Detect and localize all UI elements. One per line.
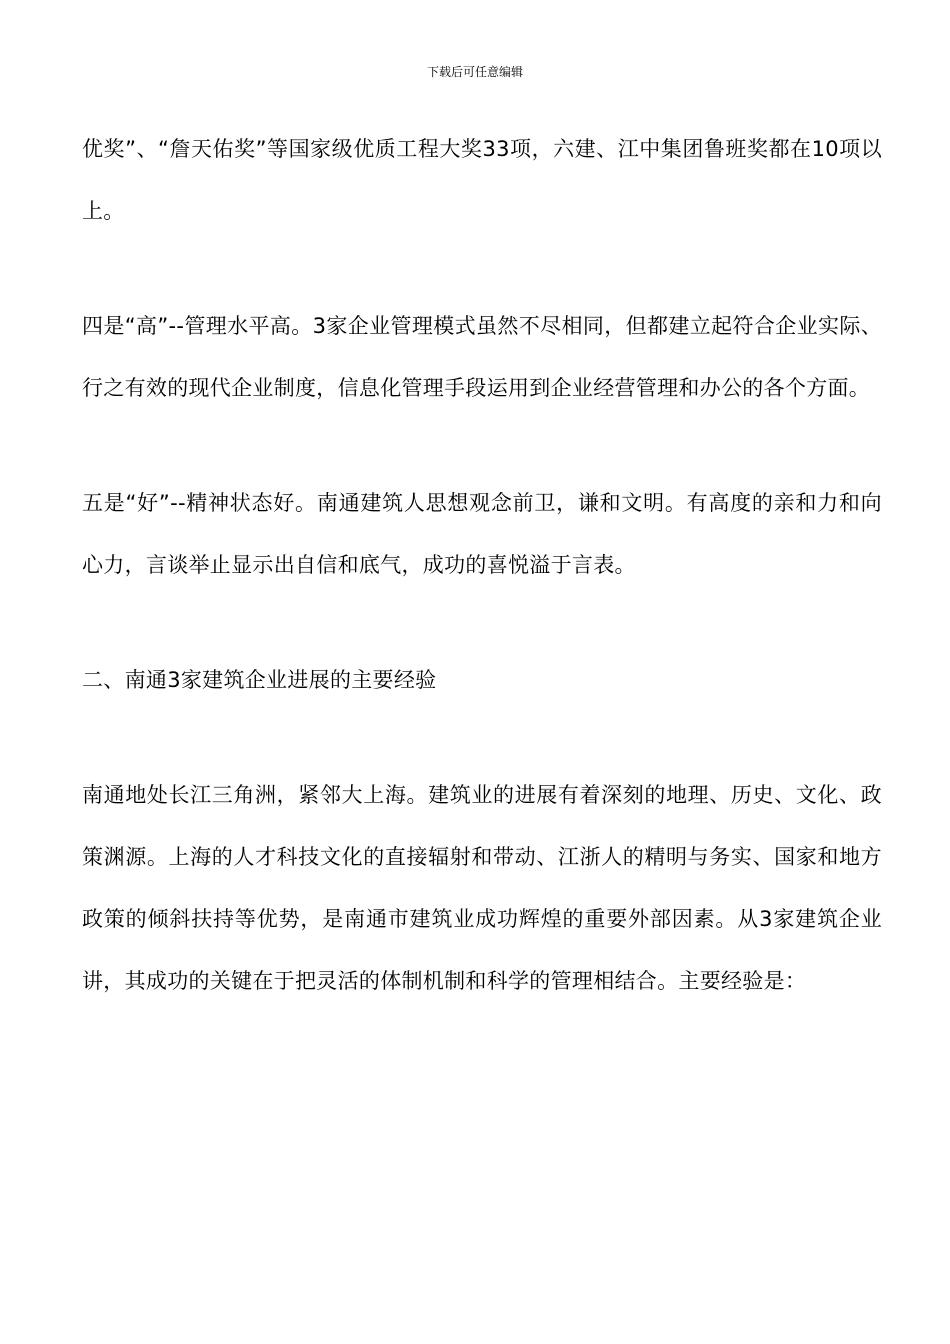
- paragraph-experience: 南通地处长江三角洲，紧邻大上海。建筑业的进展有着深刻的地理、历史、文化、政策渊源。上海的人才科技文化的直接辐射和带动、江浙人的精明与务实、国家和地方政策的倾斜扶持等优势，是南通市建筑业成功辉煌的重要外部因素。从3家建筑企业讲，其成功的关键在于把灵活的体制机制和科学的管理相结合。主要经验是：: [82, 783, 882, 993]
- paragraph-awards: 优奖”、“詹天佑奖”等国家级优质工程大奖33项，六建、江中集团鲁班奖都在10项以上。: [82, 137, 882, 223]
- section-heading: 二、南通3家建筑企业进展的主要经验: [82, 668, 437, 692]
- paragraph-management: 四是“高”--管理水平高。3家企业管理模式虽然不尽相同，但都建立起符合企业实际、行之有效的现代企业制度，信息化管理手段运用到企业经营管理和办公的各个方面。: [82, 314, 882, 400]
- document-body: [82, 118, 882, 1012]
- page-header: 下载后可任意编辑: [426, 65, 523, 79]
- paragraph-spirit: 五是“好”--精神状态好。南通建筑人思想观念前卫，谦和文明。有高度的亲和力和向心力，言谈举止显示出自信和底气，成功的喜悦溢于言表。: [82, 491, 882, 577]
